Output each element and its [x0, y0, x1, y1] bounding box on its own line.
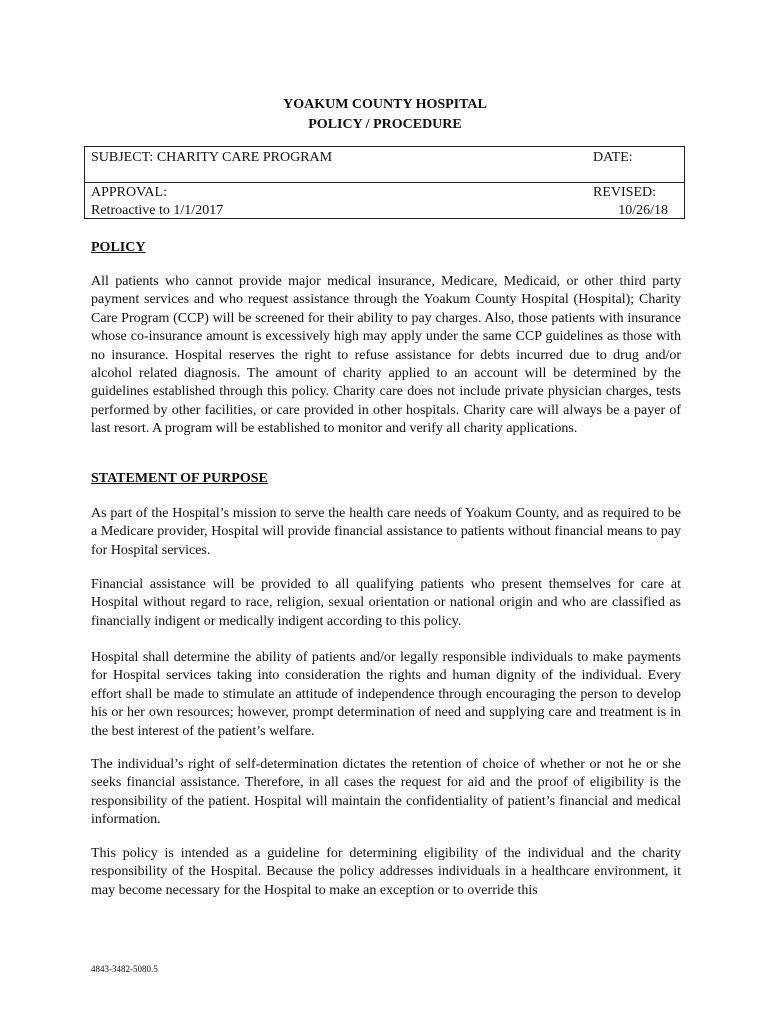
date-label: DATE: — [593, 150, 633, 165]
policy-paragraph: All patients who cannot provide major medical insurance, Medicare, Medicaid, or other third party payment services and who request assistance through the Yoakum County Hospital (Hospital); Charity Care Program (CCP) will be screened for their ability to pay charges. Also, those patients with insurance whose co-insurance amount is excessively high may apply under the same CCP guidelines as those with no insurance. Hospital reserves the right to refuse assistance for debts incurred due to drug and/or alcohol related diagnosis. The amount of charity applied to an account will be determined by the guidelines established through this policy. Charity care does not include private physician charges, tests performed by other facilities, or care provided in other hospitals. Charity care will always be a payer of last resort. A program will be established to monitor and verify all charity applications. — [91, 274, 681, 437]
approval-label: APPROVAL: — [91, 185, 167, 200]
purpose-paragraph-3: Hospital shall determine the ability of patients and/or legally responsible individuals to make payments for Hospital services taking into consideration the rights and human dignity of the individual. Every effort shall be made to stimulate an attitude of independence through encouraging the person to develop his or her own resources; however, prompt determination of need and supplying care and treatment is in the best interest of the patient’s welfare. — [91, 650, 681, 739]
revised-value: 10/26/18 — [618, 203, 668, 218]
document-type: POLICY / PROCEDURE — [308, 117, 462, 132]
purpose-paragraph-5: This policy is intended as a guideline for determining eligibility of the individual and the charity responsibility of the Hospital. Because the policy addresses individuals in a healthcare environment, it may become necessary for the Hospital to make an exception or to override this — [91, 846, 681, 898]
policy-heading: POLICY — [91, 240, 146, 255]
purpose-paragraph-2: Financial assistance will be provided to all qualifying patients who present themselves for care at Hospital without regard to race, religion, sexual orientation or national origin and who are classified as financially indigent or medically indigent according to this policy. — [91, 577, 681, 629]
subject-label: SUBJECT: CHARITY CARE PROGRAM — [91, 150, 333, 165]
purpose-heading: STATEMENT OF PURPOSE — [91, 471, 268, 486]
hospital-name: YOAKUM COUNTY HOSPITAL — [283, 97, 487, 112]
purpose-paragraph-1: As part of the Hospital’s mission to serve the health care needs of Yoakum County, and as required to be a Medicare provider, Hospital will provide financial assistance to patients without financial means to pay for Hospital services. — [91, 506, 681, 558]
approval-value: Retroactive to 1/1/2017 — [91, 203, 224, 218]
policy-info-box — [84, 146, 685, 219]
document-header — [0, 95, 770, 135]
approval-row — [85, 183, 684, 219]
subject-row — [85, 147, 684, 183]
document-id-footer: 4843-3482-5080.5 — [91, 964, 158, 974]
revised-label: REVISED: — [593, 185, 656, 200]
purpose-paragraph-4: The individual’s right of self-determination dictates the retention of choice of whether or not he or she seeks financial assistance. Therefore, in all cases the request for aid and the proof of eligibility is the responsibility of the patient. Hospital will maintain the confidentiality of patient’s financial and medical information. — [91, 757, 681, 828]
